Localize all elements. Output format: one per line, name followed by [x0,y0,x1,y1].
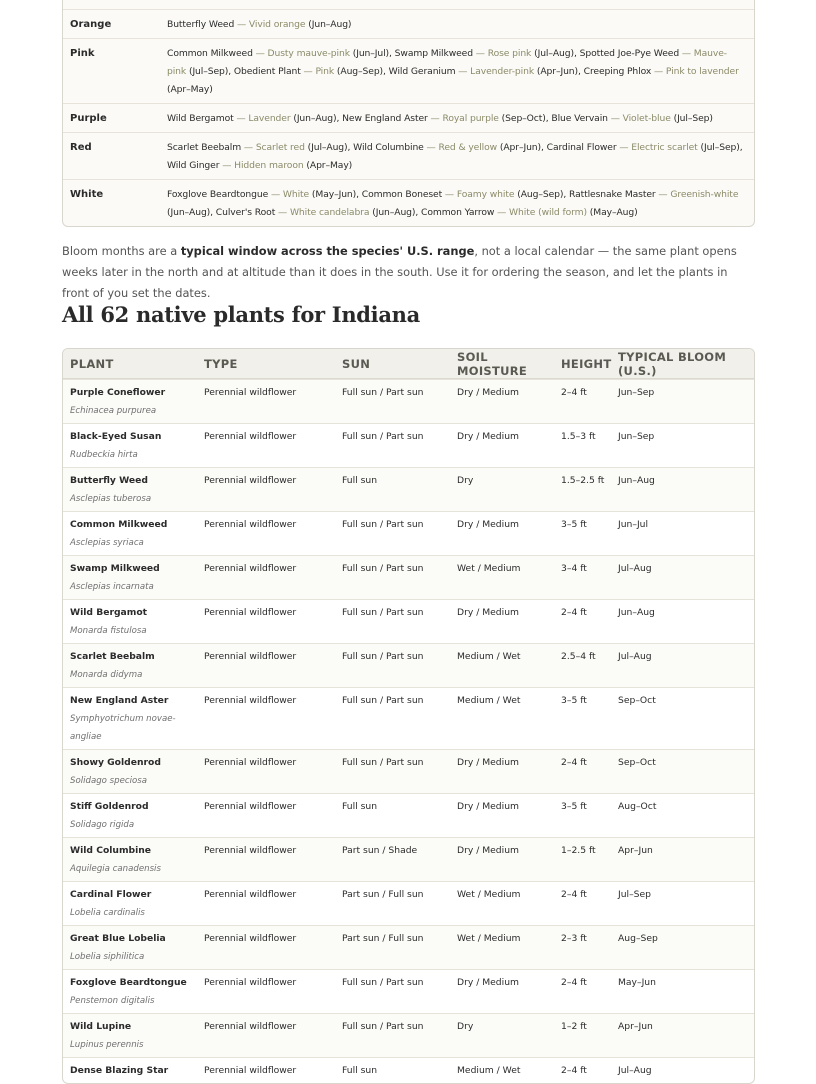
color-plant-list [161,180,754,226]
flower-hue-text: — Foamy white [442,189,515,200]
plant-cell [63,970,197,1013]
plant-common-name: Common Milkweed [70,519,168,530]
flower-hue-text: — Royal purple [427,113,499,124]
plant-bloom-text: Common Milkweed [167,48,253,59]
flower-hue-text: — Scarlet red [241,142,305,153]
plant-scientific-name: Aquilegia canadensis [70,864,161,874]
plant-height: 3–5 ft [561,519,587,530]
plant-bloom-text: (Apr–May) [167,84,213,95]
table-row [63,1013,754,1057]
table-header [63,349,754,379]
note-text-start: Bloom months are a [62,244,181,258]
plant-bloom-text: (Apr–Jun), Creeping Phlox [534,66,652,77]
plant-height: 1.5–3 ft [561,431,596,442]
bloom-window: Aug–Sep [618,933,658,944]
plant-type: Perennial wildflower [204,387,297,398]
flower-hue-text: — Mauve-pink [167,48,727,77]
sun-requirement: Full sun / Part sun [342,563,424,574]
color-name: Purple [70,113,107,124]
bloom-window: Sep–Oct [618,757,656,768]
flower-hue-text: — Electric scarlet [616,142,698,153]
sun-requirement: Full sun / Part sun [342,651,424,662]
bloom-window: Jun–Aug [618,607,655,618]
plant-cell [63,644,197,687]
table-row [63,749,754,793]
plant-bloom-text [167,0,285,1]
header-sun: SUN [342,356,371,371]
soil-moisture: Medium / Wet [457,651,521,662]
plant-height: 2–3 ft [561,933,587,944]
plant-scientific-name: Monarda fistulosa [70,626,147,636]
plant-common-name: Butterfly Weed [70,475,148,486]
plant-type: Perennial wildflower [204,801,297,812]
plant-scientific-name: Penstemon digitalis [70,996,155,1006]
flower-hue-text: — Red & yellow [423,142,498,153]
table-row [63,555,754,599]
soil-moisture: Dry / Medium [457,519,519,530]
table-row [63,379,754,423]
plant-bloom-text: (Aug–Sep), Wild Geranium [334,66,456,77]
soil-moisture: Dry / Medium [457,977,519,988]
bloom-window: Jul–Aug [618,1065,652,1076]
plant-common-name: Cardinal Flower [70,889,152,900]
plant-cell [63,600,197,643]
soil-moisture: Dry / Medium [457,845,519,856]
table-row [63,1057,754,1083]
table-row [63,511,754,555]
plant-bloom-text: (Jul–Aug), Spotted Joe-Pye Weed [531,48,680,59]
plant-cell [63,688,197,749]
sun-requirement: Full sun / Part sun [342,977,424,988]
native-plants-table [62,348,755,1084]
plant-cell [63,926,197,969]
plant-scientific-name: Asclepias syriaca [70,538,144,548]
color-row [63,9,754,38]
color-row [63,132,754,179]
plant-type: Perennial wildflower [204,933,297,944]
table-row [63,423,754,467]
header-plant: PLANT [70,356,114,371]
plant-common-name: Purple Coneflower [70,387,166,398]
plant-type: Perennial wildflower [204,695,297,706]
color-plant-list [161,104,754,132]
color-name: Orange [70,19,112,30]
plant-scientific-name: Echinacea purpurea [70,406,157,416]
table-row [63,599,754,643]
soil-moisture: Dry / Medium [457,431,519,442]
plant-cell [63,424,197,467]
bloom-window: Jun–Aug [618,475,655,486]
plant-type: Perennial wildflower [204,977,297,988]
plant-height: 1–2 ft [561,1021,587,1032]
sun-requirement: Full sun [342,801,378,812]
plant-bloom-text: (Jun–Aug), Common Yarrow [369,207,495,218]
table-row [63,643,754,687]
plant-height: 1.5–2.5 ft [561,475,605,486]
sun-requirement: Full sun / Part sun [342,1021,424,1032]
plant-bloom-text: (Sep–Oct), Blue Vervain [498,113,608,124]
plant-scientific-name: Asclepias incarnata [70,582,154,592]
bloom-window: Jun–Sep [618,387,655,398]
plant-bloom-text: (Aug–Sep), Rattlesnake Master [514,189,656,200]
plant-height: 2.5–4 ft [561,651,596,662]
color-name [63,0,161,9]
bloom-window: Apr–Jun [618,1021,653,1032]
plant-scientific-name: Monarda didyma [70,670,143,680]
flower-hue-text: — Pink [300,66,335,77]
flower-hue-text: — Rose pink [472,48,532,59]
table-row [63,687,754,749]
plant-common-name: Scarlet Beebalm [70,651,155,662]
plant-cell [63,468,197,511]
plant-type: Perennial wildflower [204,475,297,486]
plant-bloom-text: (Jun–Jul), Swamp Milkweed [349,48,473,59]
table-row [63,467,754,511]
plant-common-name: Wild Columbine [70,845,152,856]
plant-common-name: Showy Goldenrod [70,757,161,768]
table-row [63,925,754,969]
plant-bloom-text: (Apr–May) [303,160,353,171]
color-row [63,0,754,9]
header-type: TYPE [204,356,238,371]
plant-common-name: Stiff Goldenrod [70,801,149,812]
soil-moisture: Wet / Medium [457,933,521,944]
plant-height: 2–4 ft [561,889,587,900]
soil-moisture: Dry / Medium [457,387,519,398]
plant-height: 2–4 ft [561,387,587,398]
soil-moisture: Dry [457,1021,474,1032]
plant-common-name: New England Aster [70,695,169,706]
table-row [63,969,754,1013]
plant-scientific-name: Lobelia cardinalis [70,908,145,918]
plant-bloom-text: (Jul–Sep), Wild Ginger [167,142,743,171]
sun-requirement: Full sun [342,475,378,486]
plant-cell [63,794,197,837]
plant-bloom-text: (Jun–Aug), Culver's Root [167,207,276,218]
plant-height: 3–5 ft [561,695,587,706]
flower-hue-text: — Vivid orange [234,19,306,30]
plant-common-name: Black-Eyed Susan [70,431,162,442]
plant-type: Perennial wildflower [204,563,297,574]
sun-requirement: Full sun / Part sun [342,519,424,530]
flower-hue-text: — White [268,189,310,200]
note-text-bold: typical window across the species' U.S. range [180,244,475,258]
bloom-window: Jul–Aug [618,651,652,662]
flower-hue-text: — White (wild form) [494,207,587,218]
plant-bloom-text: (Jun–Aug), New England Aster [290,113,428,124]
plant-scientific-name: Solidago speciosa [70,776,147,786]
plant-bloom-text: (May–Jun), Common Boneset [309,189,443,200]
plant-bloom-text: (Jul–Sep) [670,113,713,124]
sun-requirement: Part sun / Full sun [342,889,424,900]
sun-requirement: Full sun [342,1065,378,1076]
color-plant-list [161,0,754,9]
flower-hue-text: — Violet-blue [607,113,671,124]
bloom-window: Sep–Oct [618,695,656,706]
plant-bloom-text: Foxglove Beardtongue [167,189,269,200]
plant-scientific-name: Lupinus perennis [70,1040,144,1050]
plant-scientific-name: Asclepias tuberosa [70,494,152,504]
bloom-window: Jun–Sep [618,431,655,442]
color-name: White [70,189,104,200]
plant-bloom-text: (Jul–Aug), Wild Columbine [304,142,424,153]
plant-scientific-name: Solidago rigida [70,820,135,830]
plant-common-name: Wild Bergamot [70,607,148,618]
flower-hue-text: — Dusty mauve-pink [252,48,350,59]
plant-bloom-text: (Jun–Aug) [305,19,352,30]
soil-moisture: Medium / Wet [457,1065,521,1076]
sun-requirement: Full sun / Part sun [342,607,424,618]
plant-cell [63,556,197,599]
bloom-color-table [62,0,755,227]
color-row [63,103,754,132]
color-row [63,38,754,103]
plant-bloom-text: (Apr–Jun), Cardinal Flower [497,142,617,153]
plant-scientific-name: Symphyotrichum novae-angliae [70,714,176,742]
plant-height: 3–5 ft [561,801,587,812]
soil-moisture: Dry / Medium [457,607,519,618]
plant-common-name: Swamp Milkweed [70,563,160,574]
table-row [63,881,754,925]
plant-bloom-text: Butterfly Weed [167,19,235,30]
soil-moisture: Wet / Medium [457,889,521,900]
soil-moisture: Dry [457,475,474,486]
plant-common-name: Great Blue Lobelia [70,933,166,944]
flower-hue-text [285,0,353,1]
color-name: Pink [70,48,95,59]
color-plant-list [161,133,754,179]
plant-bloom-text: (Jul–Sep), Obedient Plant [186,66,301,77]
plant-height: 2–4 ft [561,607,587,618]
bloom-window: May–Jun [618,977,656,988]
sun-requirement: Part sun / Shade [342,845,418,856]
flower-hue-text: — Lavender [233,113,291,124]
bloom-window: Jul–Sep [618,889,651,900]
plant-bloom-text: Wild Bergamot [167,113,234,124]
plant-cell [63,1058,197,1083]
plant-height: 2–4 ft [561,757,587,768]
plant-type: Perennial wildflower [204,757,297,768]
soil-moisture: Dry / Medium [457,801,519,812]
header-typical-bloom: TYPICAL BLOOM (U.S.) [618,349,727,378]
sun-requirement: Full sun / Part sun [342,757,424,768]
plant-type: Perennial wildflower [204,845,297,856]
plant-type: Perennial wildflower [204,431,297,442]
plant-height: 2–4 ft [561,977,587,988]
color-plant-list [161,39,754,103]
plant-bloom-text: Scarlet Beebalm [167,142,242,153]
plant-cell [63,750,197,793]
plant-bloom-text [354,0,393,1]
plant-type: Perennial wildflower [204,1065,297,1076]
bloom-window: Aug–Oct [618,801,657,812]
sun-requirement: Full sun / Part sun [342,695,424,706]
plant-cell [63,1014,197,1057]
sun-requirement: Full sun / Part sun [342,431,424,442]
flower-hue-text: — White candelabra [275,207,370,218]
table-row [63,793,754,837]
plant-type: Perennial wildflower [204,889,297,900]
sun-requirement: Full sun / Part sun [342,387,424,398]
bloom-months-note [62,241,752,304]
plant-height: 2–4 ft [561,1065,587,1076]
section-title: All 62 native plants for Indiana [62,302,420,327]
color-plant-list [161,10,754,38]
plant-cell [63,882,197,925]
header-height: HEIGHT [561,356,612,371]
soil-moisture: Dry / Medium [457,757,519,768]
bloom-window: Jul–Aug [618,563,652,574]
plant-cell [63,380,197,423]
flower-hue-text: — Hidden maroon [219,160,304,171]
plant-type: Perennial wildflower [204,607,297,618]
note-text-end: , not a local calendar — the same plant opens weeks later in the north and at altitude than it does in the south. Use it for ordering the season, and let the plants in front of you set the dates. [62,244,737,300]
plant-cell [63,838,197,881]
plant-height: 3–4 ft [561,563,587,574]
flower-hue-text: — Greenish-white [655,189,739,200]
sun-requirement: Part sun / Full sun [342,933,424,944]
plant-type: Perennial wildflower [204,651,297,662]
plant-cell [63,512,197,555]
soil-moisture: Wet / Medium [457,563,521,574]
bloom-window: Apr–Jun [618,845,653,856]
table-row [63,837,754,881]
plant-bloom-text: (May–Aug) [586,207,638,218]
plant-type: Perennial wildflower [204,1021,297,1032]
plant-common-name: Dense Blazing Star [70,1065,169,1076]
table-body [63,379,754,1083]
flower-hue-text: — Lavender-pink [455,66,535,77]
color-row [63,179,754,226]
plant-common-name: Foxglove Beardtongue [70,977,187,988]
plant-type: Perennial wildflower [204,519,297,530]
plant-height: 1–2.5 ft [561,845,596,856]
color-name: Red [70,142,92,153]
soil-moisture: Medium / Wet [457,695,521,706]
plant-scientific-name: Lobelia siphilitica [70,952,145,962]
plant-common-name: Wild Lupine [70,1021,132,1032]
header-soil-moisture: SOIL MOISTURE [457,349,528,378]
plant-scientific-name: Rudbeckia hirta [70,450,138,460]
bloom-window: Jun–Jul [618,519,649,530]
flower-hue-text: — Pink to lavender [651,66,739,77]
